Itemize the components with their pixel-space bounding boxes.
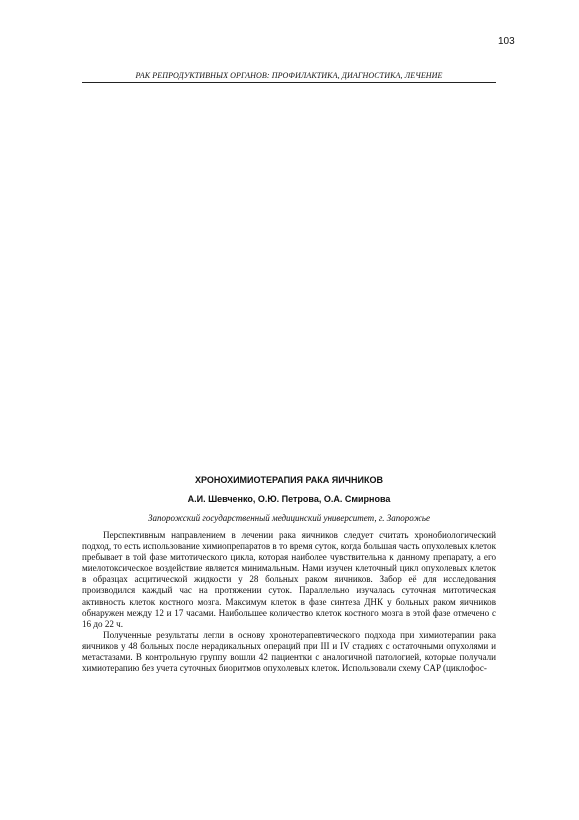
- page-number: 103: [498, 36, 515, 47]
- article-title: ХРОНОХИМИОТЕРАПИЯ РАКА ЯИЧНИКОВ: [195, 475, 383, 485]
- header-rule: [82, 82, 496, 83]
- article-body: [82, 530, 496, 674]
- running-header: РАК РЕПРОДУКТИВНЫХ ОРГАНОВ: ПРОФИЛАКТИКА, ДИАГНОСТИКА, ЛЕЧЕНИЕ: [135, 71, 443, 80]
- article-affiliation: Запорожский государственный медицинский университет, г. Запорожье: [148, 513, 430, 523]
- body-paragraph: Полученные результаты легли в основу хронотерапевтического подхода при химиотерапии рака яичников у 48 больных после нерадикальных операций при III и IV стадиях с остаточными опухолями и метастазами. В контрольную группу вошли 42 пациентки с аналогичной патологией, которые получали химиотерапию без учета суточных биоритмов опухолевых клеток. Использовали схему CAP (циклофос-: [82, 629, 496, 674]
- article-authors: А.И. Шевченко, О.Ю. Петрова, О.А. Смирнова: [187, 494, 391, 504]
- body-paragraph: Перспективным направлением в лечении рака яичников следует считать хронобиологический подход, то есть использование химиопрепаратов в то время суток, когда большая часть опухолевых клеток пребывает в той фазе митотического цикла, которая наиболее чувствительна к данному препарату, а его миелотоксическое воздействие является минимальным. Нами изучен клеточный цикл опухолевых клеток в образцах асцитической жидкости у 28 больных раком яичников. Забор её для исследования производился каждый час на протяжении суток. Параллельно изучалась суточная митотическая активность клеток костного мозга. Максимум клеток в фазе синтеза ДНК у больных раком яичников обнаружен между 12 и 17 часами. Наибольшее количество клеток костного мозга в этой фазе отмечено с 16 до 22 ч.: [82, 530, 496, 629]
